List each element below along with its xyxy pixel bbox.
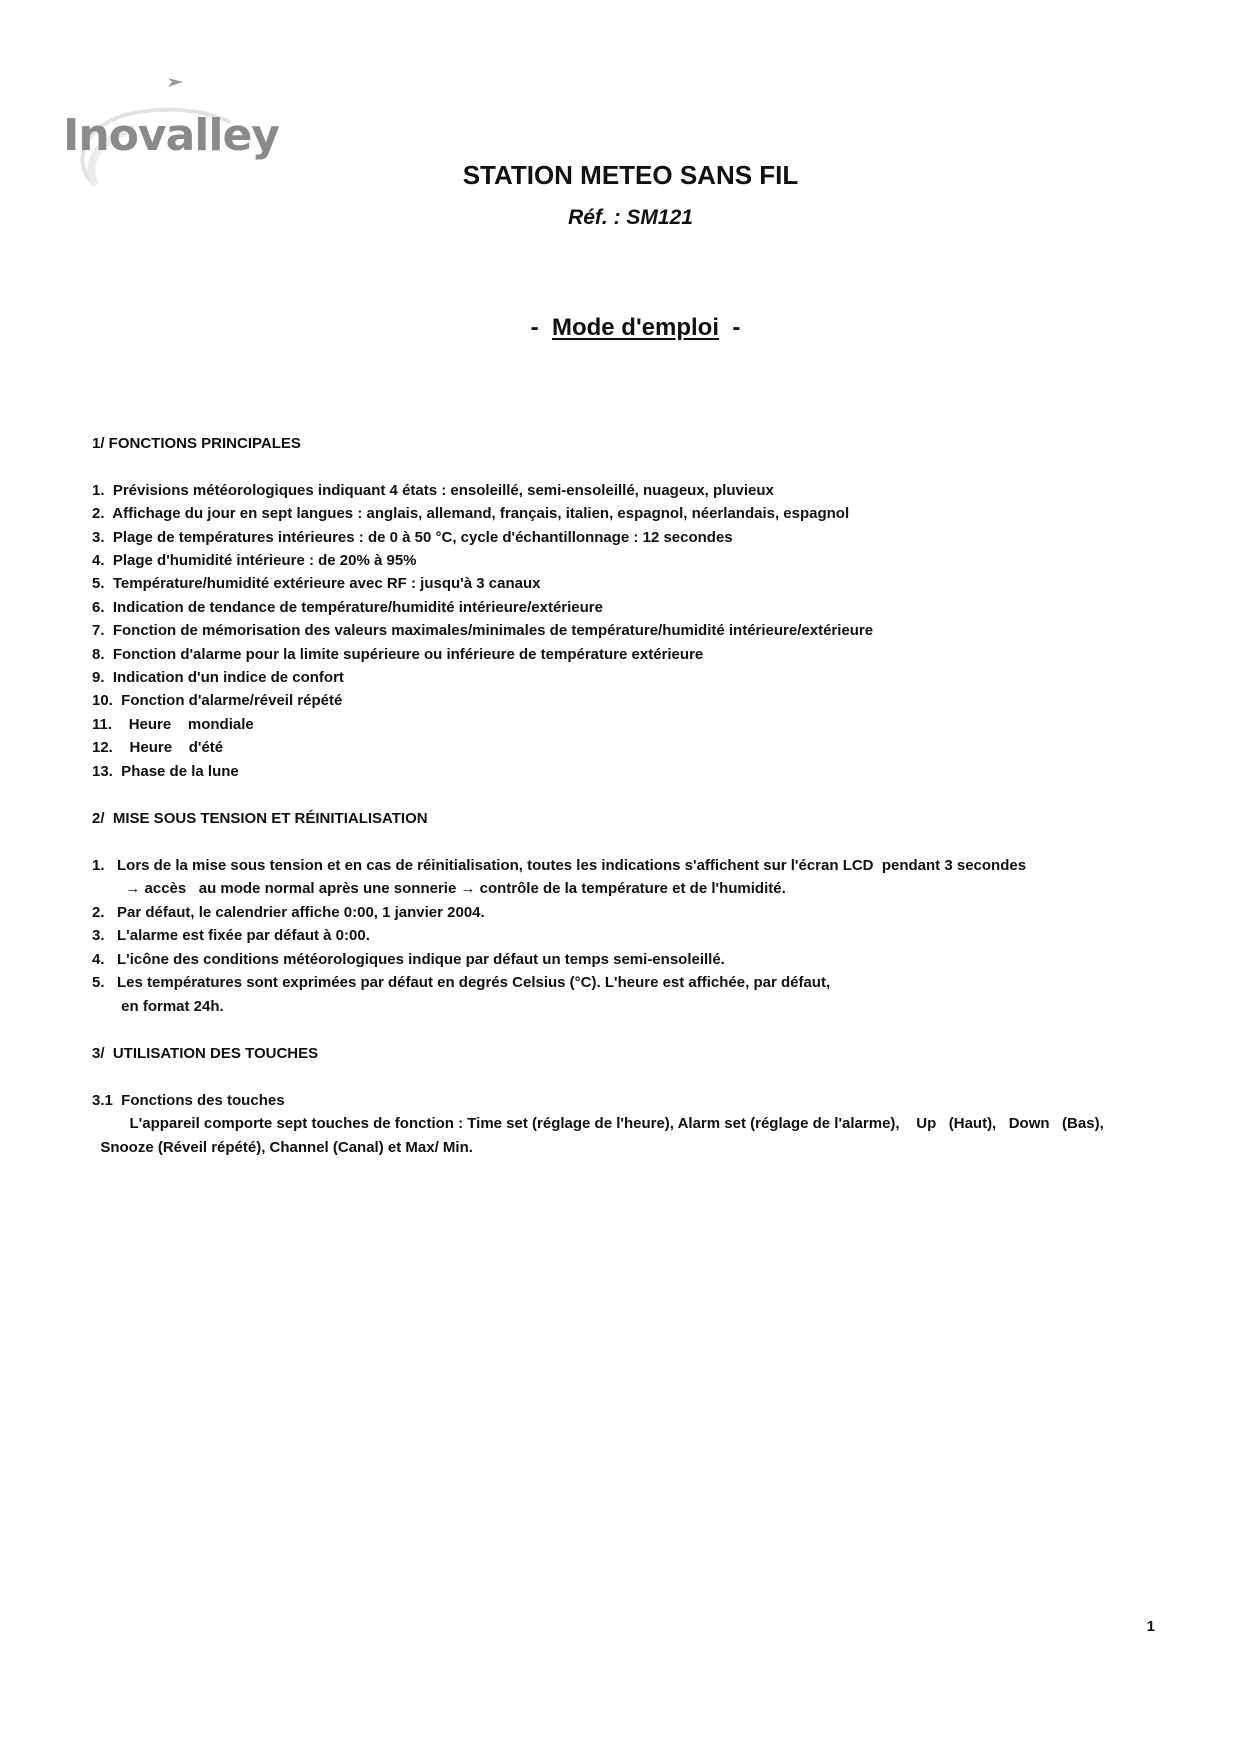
page-number: 1 — [1146, 1618, 1155, 1635]
page-title: STATION METEO SANS FIL — [462, 160, 799, 190]
mode-suffix: - — [719, 314, 741, 341]
list-item: 2. Par défaut, le calendrier affiche 0:00, 1 janvier 2004. — [92, 904, 485, 921]
list-item: 5. Les températures sont exprimées par défaut en degrés Celsius (°C). L'heure est affichée, par défaut, — [92, 974, 831, 991]
list-item: 7. Fonction de mémorisation des valeurs maximales/minimales de température/humidité intérieure/extérieure — [92, 622, 874, 639]
paragraph-line: Snooze (Réveil répété), Channel (Canal) et Max/ Min. — [92, 1139, 473, 1156]
reference-number: Réf. : SM121 — [568, 206, 693, 229]
list-item: 3. Plage de températures intérieures : de 0 à 50 °C, cycle d'échantillonnage : 12 secondes — [92, 529, 733, 546]
list-item: 13. Phase de la lune — [92, 763, 239, 780]
list-item: 8. Fonction d'alarme pour la limite supérieure ou inférieure de température extérieure — [92, 646, 704, 663]
logo-wordmark: Inovalley — [63, 110, 279, 161]
paragraph-line: L'appareil comporte sept touches de fonction : Time set (réglage de l'heure), Alarm set (réglage de l'alarme), Up (Haut), Down (Bas), — [92, 1115, 1104, 1132]
list-item: → accès au mode normal après une sonnerie → contrôle de la température et de l'humidité. — [92, 880, 786, 897]
section-3-heading: 3/ UTILISATION DES TOUCHES — [92, 1045, 319, 1062]
list-item: en format 24h. — [92, 998, 224, 1015]
list-item: 4. Plage d'humidité intérieure : de 20% à 95% — [92, 552, 417, 569]
list-item: 5. Température/humidité extérieure avec RF : jusqu'à 3 canaux — [92, 575, 541, 592]
list-item: 11. Heure mondiale — [92, 716, 254, 733]
mode-prefix: - — [530, 314, 552, 341]
list-item: 2. Affichage du jour en sept langues : anglais, allemand, français, italien, espagnol, néerlandais, espagnol — [92, 505, 850, 522]
section-1-heading: 1/ FONCTIONS PRINCIPALES — [92, 435, 301, 452]
list-item: 10. Fonction d'alarme/réveil répété — [92, 692, 343, 709]
list-item: 6. Indication de tendance de température/humidité intérieure/extérieure — [92, 599, 603, 616]
list-item: 12. Heure d'été — [92, 739, 224, 756]
mode-label: Mode d'emploi — [551, 314, 720, 341]
list-item: 1. Lors de la mise sous tension et en cas de réinitialisation, toutes les indications s'affichent sur l'écran LCD pendant 3 secondes — [92, 857, 1027, 874]
mode-emploi-heading — [15, 314, 1241, 342]
section-2-heading: 2/ MISE SOUS TENSION ET RÉINITIALISATION — [92, 810, 428, 827]
list-item: 3. L'alarme est fixée par défaut à 0:00. — [92, 927, 370, 944]
list-item: 9. Indication d'un indice de confort — [92, 669, 344, 686]
list-item: 4. L'icône des conditions météorologiques indique par défaut un temps semi-ensoleillé. — [92, 951, 725, 968]
subsection-heading: 3.1 Fonctions des touches — [92, 1092, 285, 1109]
list-item: 1. Prévisions météorologiques indiquant 4 états : ensoleillé, semi-ensoleillé, nuageux, pluvieux — [92, 482, 774, 499]
